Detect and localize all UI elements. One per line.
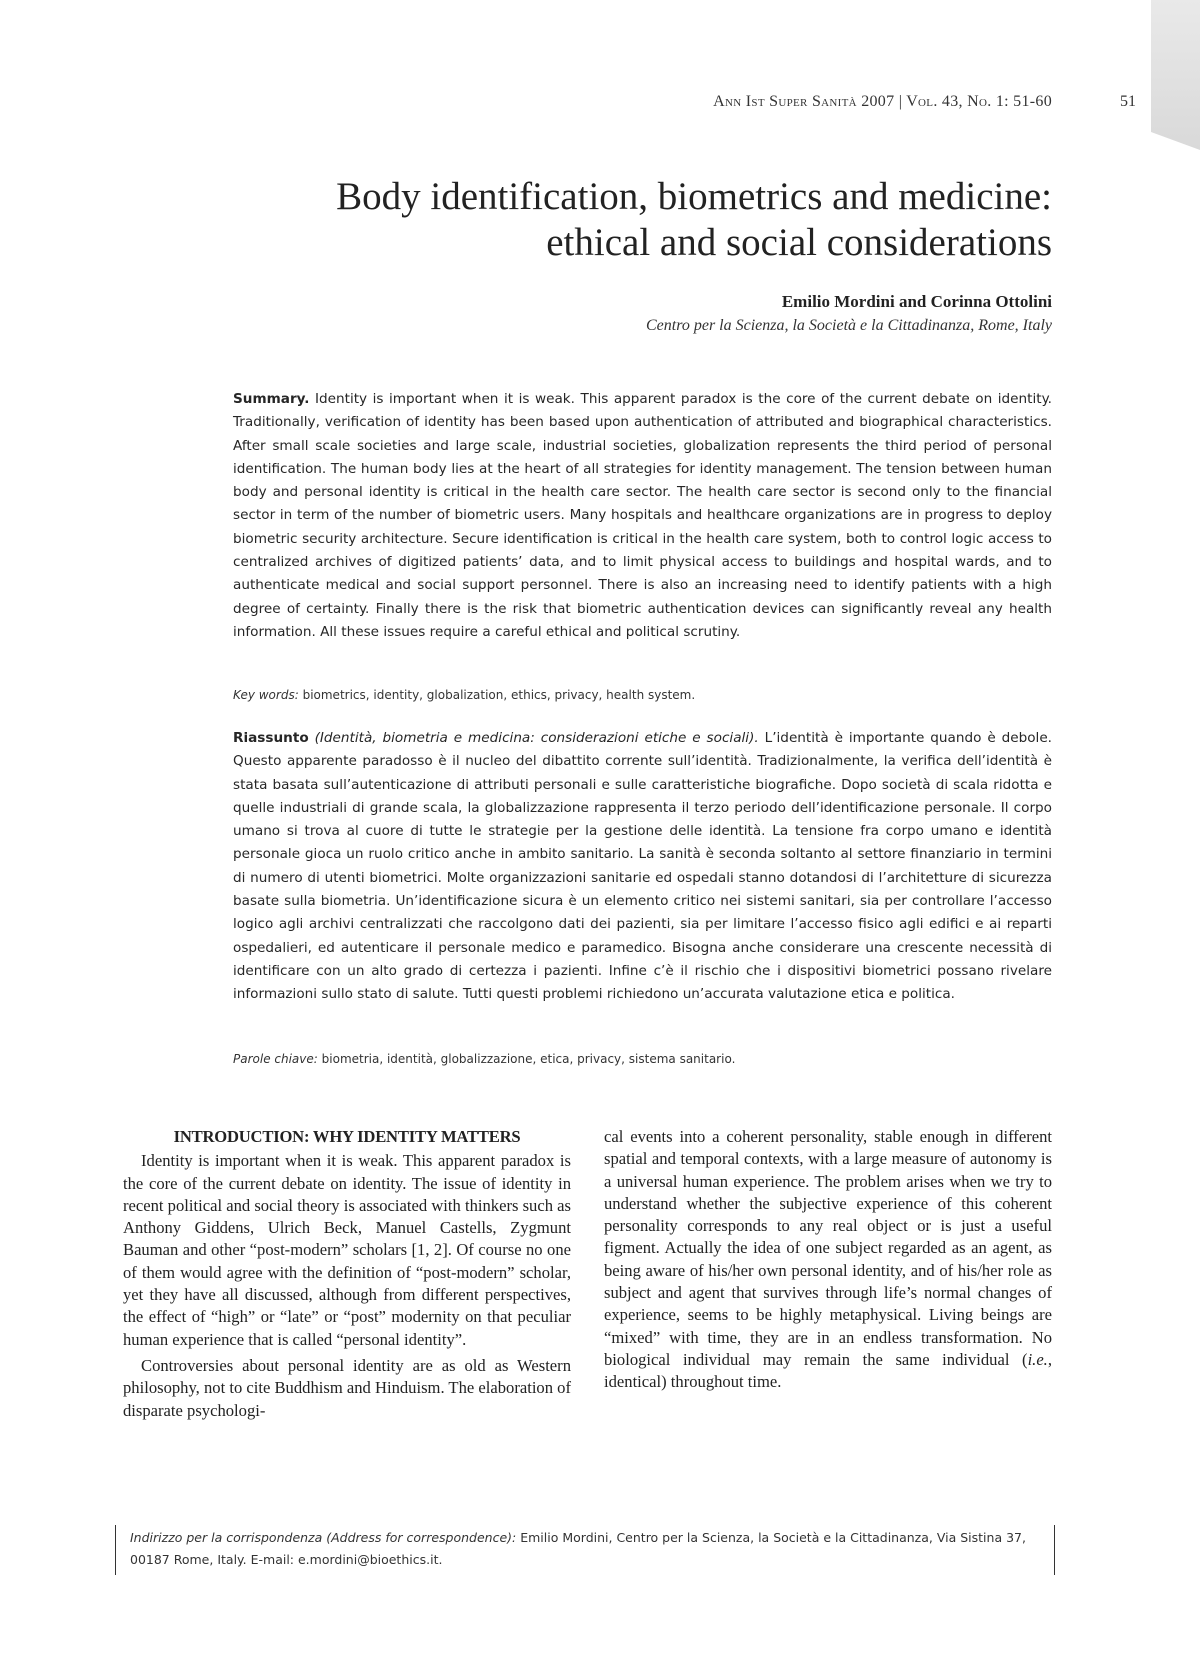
riassunto-title: (Identità, biometria e medicina: considerazioni etiche e sociali). <box>314 730 759 746</box>
page-corner-fold <box>1151 0 1200 150</box>
correspondence-text: Emilio Mordini, Centro per la Scienza, la Società e la Cittadinanza, Via Sistina 37, 00187 Rome, Italy. E-mail: e.mordini@bioethics.it. <box>130 1530 1026 1567</box>
body-column-left <box>123 1126 571 1426</box>
riassunto-text: L’identità è importante quando è debole. Questo apparente paradosso è il nucleo del dibattito corrente sull’identità. Tradizionalmente, la verifica dell’identità è stata basata sull’autenticazione di attributi personali e sulle caratteristiche biografiche. Dopo società di scala ridotta e quelle industriali di grande scala, la globalizzazione rappresenta il terzo periodo dell’identificazione personale. Il corpo umano si trova al cuore di tutte le strategie per la gestione delle identità. La tensione fra corpo umano e identità personale gioca un ruolo critico anche in ambito sanitario. La sanità è seconda soltanto al settore finanziario in termini di numero di utenti biometrici. Molte organizzazioni sanitarie ed ospedali stanno dotandosi di l’architetture di sicurezza basate sulla biometria. Un’identificazione sicura è un elemento critico nei sistemi sanitari, sia per controllare l’accesso logico agli archivi centralizzati che raccolgono dati dei pazienti, sia per limitare l’accesso fisico agli edifici e ai reparti ospedalieri, ed autenticare il personale medico e paramedico. Bisogna anche considerare una crescente necessità di identificare con un alto grado di certezza i pazienti. Infine c’è il rischio che i dispositivi biometrici possano rivelare informazioni sullo stato di salute. Tutti questi problemi richiedono un’accurata valutazione etica e politica. <box>233 730 1053 1003</box>
summary-label: Summary. <box>233 391 310 407</box>
affiliation: Centro per la Scienza, la Società e la Cittadinanza, Rome, Italy <box>645 317 1052 334</box>
intro-paragraph-3-part-b: , identical) throughout time. <box>604 1349 1052 1392</box>
intro-paragraph-3 <box>604 1126 1052 1394</box>
summary-text: Identity is important when it is weak. This apparent paradox is the core of the current debate on identity. Traditionally, verification of identity has been based upon authentication of attributed and biographical characteristics. After small scale societies and large scale, industrial societies, globalization represents the third period of personal identification. The human body lies at the heart of all strategies for identity management. The tension between human body and personal identity is critical in the health care sector. The health care sector is second only to the financial sector in term of the number of biometric users. Many hospitals and healthcare organizations are in progress to deploy biometric security architecture. Secure identification is critical in the health care system, both to control logic access to centralized archives of digitized patients’ data, and to limit physical access to buildings and hospital wards, and to authenticate medical and social support personnel. There is also an increasing need to identify patients with a high degree of certainty. Finally there is the risk that biometric authentication devices can significantly reveal any health information. All these issues require a careful ethical and political scrutiny. <box>233 391 1052 640</box>
intro-paragraph-1: Identity is important when it is weak. This apparent paradox is the core of the current debate on identity. The issue of identity in recent political and social theory is associated with thinkers such as Anthony Giddens, Ulrich Beck, Manuel Castells, Zygmunt Bauman and other “post-modern” scholars [1, 2]. Of course no one of them would agree with the definition of “post-modern” scholar, yet they have all discussed, although from different perspectives, the effect of “high” or “late” or “post” modernity on that peculiar human experience that is called “personal identity”. <box>123 1151 571 1349</box>
title-line-2: ethical and social considerations <box>546 221 1052 264</box>
body-column-right <box>604 1126 1052 1398</box>
parole-chiave <box>233 1052 1052 1066</box>
running-head: Ann Ist Super Sanità 2007 | Vol. 43, No. 1: 51-60 <box>713 93 1052 110</box>
riassunto-label: Riassunto <box>233 730 309 746</box>
article-title <box>150 174 1052 266</box>
section-heading: INTRODUCTION: WHY IDENTITY MATTERS <box>173 1127 521 1146</box>
keywords-text: biometrics, identity, globalization, ethics, privacy, health system. <box>302 688 696 702</box>
correspondence-label: Indirizzo per la corrispondenza (Address for correspondence): <box>130 1530 517 1545</box>
keywords-label: Key words: <box>233 688 299 702</box>
correspondence-box <box>115 1525 1055 1575</box>
authors: Emilio Mordini and Corinna Ottolini <box>781 292 1052 311</box>
intro-paragraph-3-part-a: cal events into a coherent personality, stable enough in different spatial and temporal contexts, with a large measure of autonomy is a universal human experience. The problem arises when we try to understand whether the subjective experience of this coherent personality corresponds to any real object or is just a useful figment. Actually the idea of one subject regarded as an agent, as being aware of his/her own personal identity, and of his/her role as subject and agent that survives through life’s normal changes of experience, seems to be highly metaphysical. Living beings are “mixed” with time, they are in an endless transformation. No biological individual may remain the same individual ( <box>604 1127 1052 1369</box>
parole-chiave-text: biometria, identità, globalizzazione, etica, privacy, sistema sanitario. <box>321 1052 736 1066</box>
intro-paragraph-3-ie: i.e. <box>1027 1349 1048 1369</box>
intro-paragraph-2: Controversies about personal identity are as old as Western philosophy, not to cite Buddhism and Hinduism. The elaboration of disparate psychologi- <box>123 1355 571 1420</box>
page-number: 51 <box>1120 93 1136 110</box>
title-line-1: Body identification, biometrics and medicine: <box>336 175 1052 218</box>
summary-abstract <box>233 388 1052 644</box>
keywords <box>233 688 1052 702</box>
riassunto-abstract <box>233 727 1052 1007</box>
parole-chiave-label: Parole chiave: <box>233 1052 318 1066</box>
